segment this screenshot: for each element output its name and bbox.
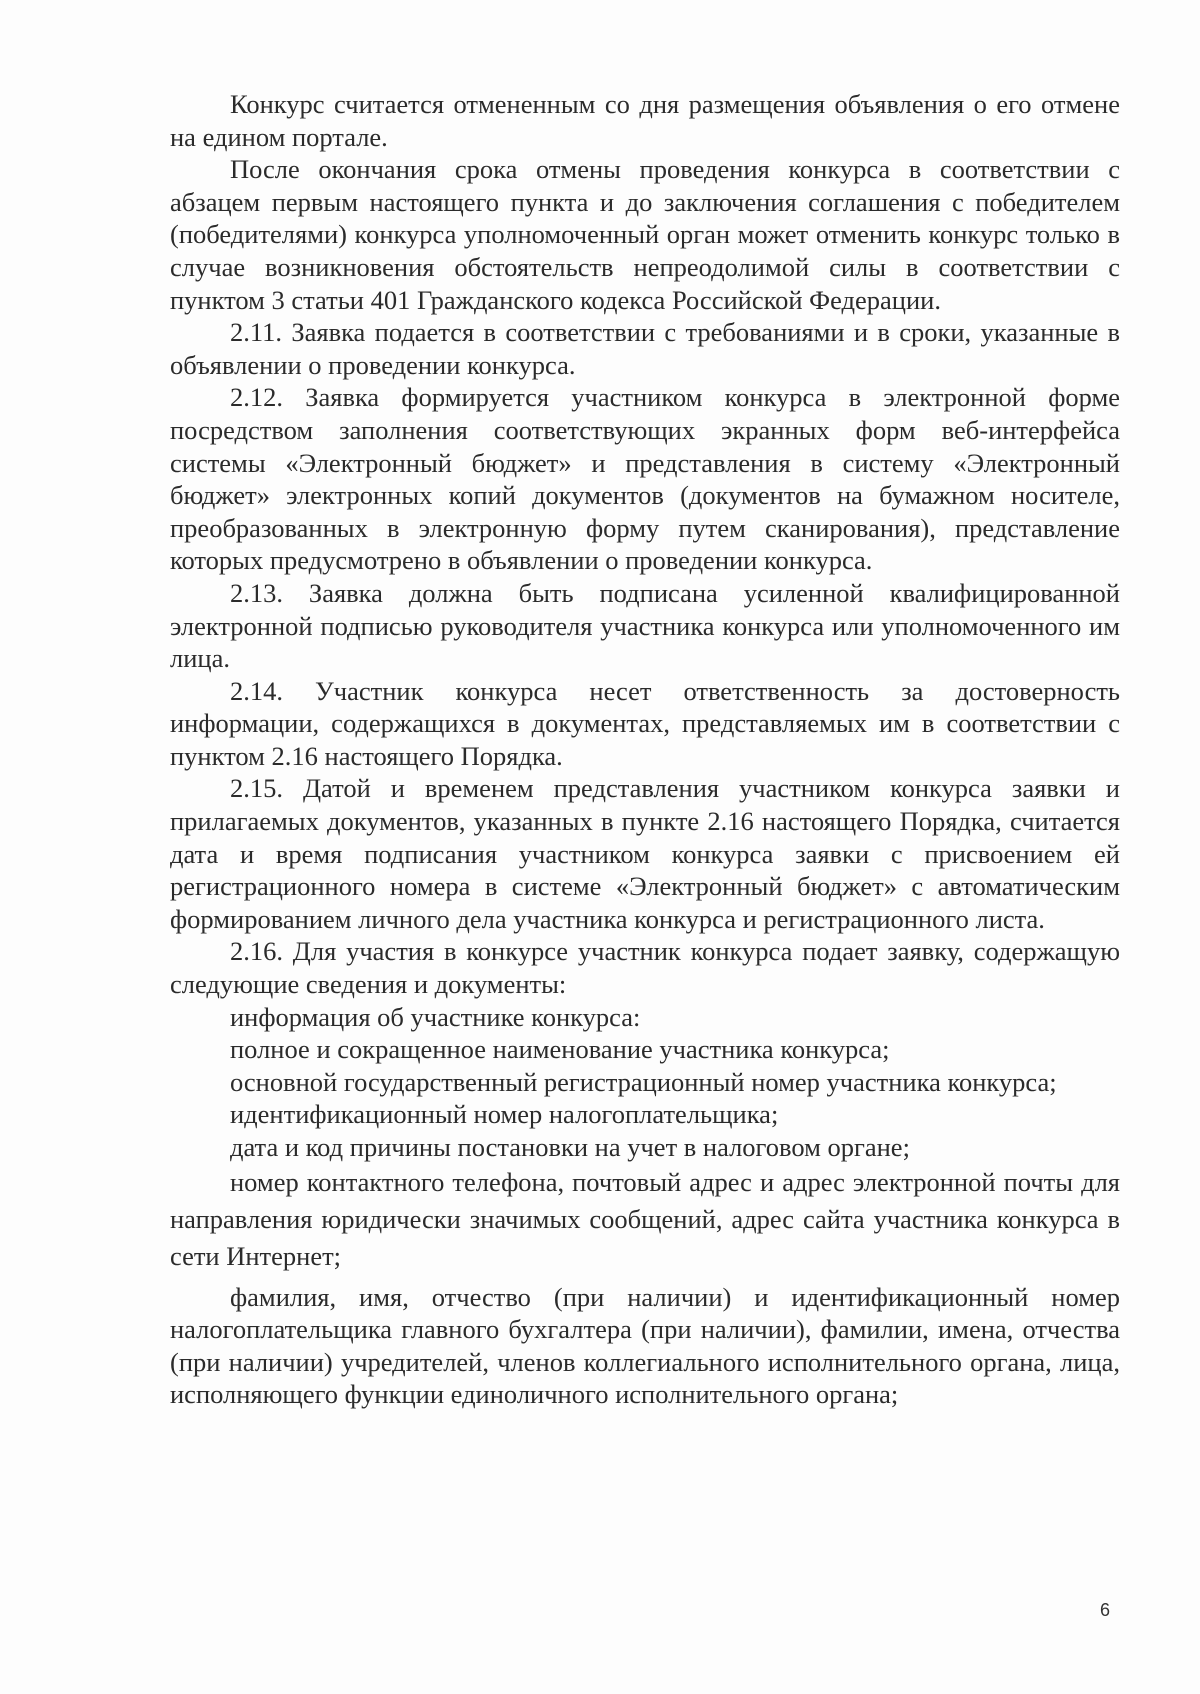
list-item-inn: идентификационный номер налогоплательщика; [230, 1099, 779, 1130]
list-item-kpp-date: дата и код причины постановки на учет в налоговом органе; [230, 1132, 910, 1162]
page-number: 6 [1100, 1600, 1111, 1620]
paragraph-2-14: 2.14. Участник конкурса несет ответственность за достоверность информации, содержащихся в документах, представляемых им в соответствии с пунктом 2.16 настоящего Порядка. [170, 675, 1120, 771]
paragraph-contest-cancelled: Конкурс считается отмененным со дня размещения объявления о его отмене на едином портале. [170, 89, 1120, 152]
list-item-participant-info: информация об участнике конкурса: [230, 1001, 641, 1032]
paragraph-2-13: 2.13. Заявка должна быть подписана усиленной квалифицированной электронной подписью руководителя участника конкурса или уполномоченного им лица. [170, 577, 1120, 674]
list-item-accountant-founders: фамилия, имя, отчество (при наличии) и идентификационный номер налогоплательщика главного бухгалтера (при наличии), фамилии, имена, отчества (при наличии) учредителей, членов коллегиального исполнительного органа, лица, исполняющего функции единоличного исполнительного органа; [170, 1281, 1120, 1410]
paragraph-2-15: 2.15. Датой и временем представления участником конкурса заявки и прилагаемых документов, указанных в пункте 2.16 настоящего Порядка, считается дата и время подписания участником конкурса заявки с присвоением ей регистрационного номера в системе «Электронный бюджет» с автоматическим формированием личного дела участника конкурса и регистрационного листа. [170, 773, 1120, 934]
list-item-contacts: номер контактного телефона, почтовый адрес и адрес электронной почты для направления юридически значимых сообщений, адрес сайта участника конкурса в сети Интернет; [170, 1166, 1120, 1271]
paragraph-cancellation-force-majeure: После окончания срока отмены проведения конкурса в соответствии с абзацем первым настоящего пункта и до заключения соглашения с победителем (победителями) конкурса уполномоченный орган может отменить конкурс только в случае возникновения обстоятельств непреодолимой силы в соответствии с пунктом 3 статьи 401 Гражданского кодекса Российской Федерации. [170, 154, 1120, 315]
list-item-ogrn: основной государственный регистрационный номер участника конкурса; [230, 1066, 1057, 1097]
paragraph-2-11: 2.11. Заявка подается в соответствии с требованиями и в сроки, указанные в объявлении о проведении конкурса. [170, 317, 1120, 380]
paragraph-2-16: 2.16. Для участия в конкурсе участник конкурса подает заявку, содержащую следующие сведения и документы: [170, 936, 1120, 1000]
list-item-full-short-name: полное и сокращенное наименование участника конкурса; [230, 1034, 890, 1065]
document-body [170, 88, 1120, 1411]
paragraph-2-12: 2.12. Заявка формируется участником конкурса в электронной форме посредством заполнения соответствующих экранных форм веб-интерфейса системы «Электронный бюджет» и представления в систему «Электронный бюджет» электронных копий документов (документов на бумажном носителе, преобразованных в электронную форму путем сканирования), представление которых предусмотрено в объявлении о проведении конкурса. [170, 382, 1120, 576]
